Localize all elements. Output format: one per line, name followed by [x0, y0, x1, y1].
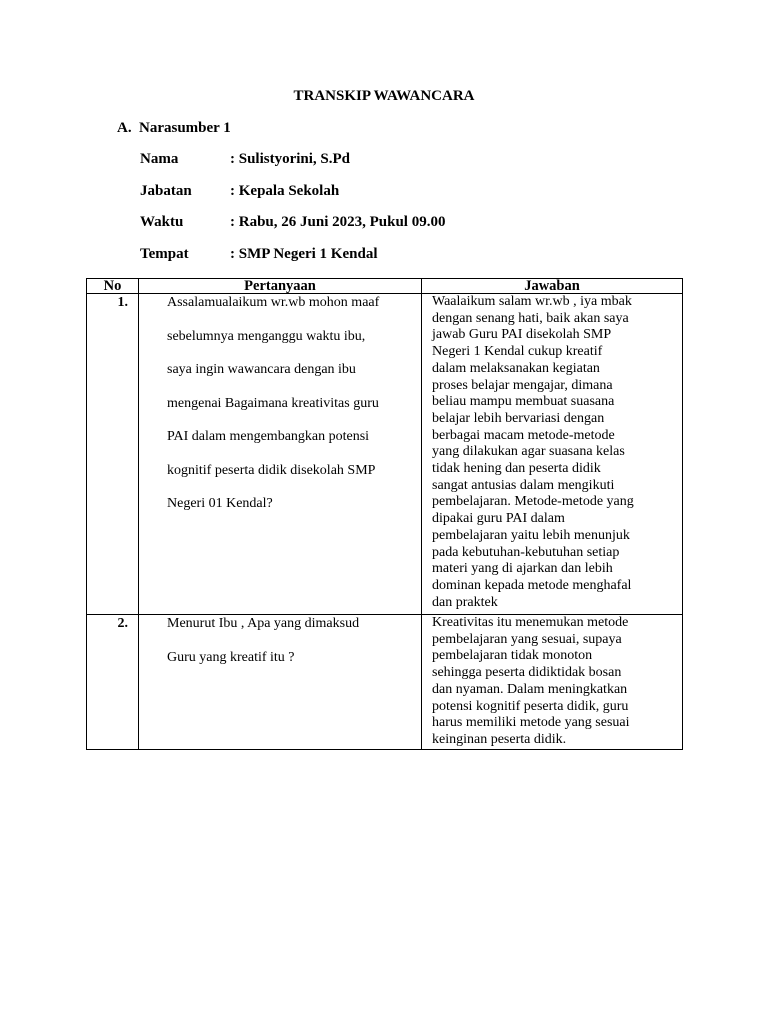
document-title: TRANSKIP WAWANCARA — [293, 88, 475, 104]
info-row-nama — [140, 150, 445, 182]
table-header-row — [87, 279, 683, 294]
question-cell — [139, 294, 422, 615]
question-line: Guru yang kreatif itu ? — [167, 649, 295, 665]
section-letter: A. — [117, 120, 132, 136]
table-row — [87, 294, 683, 615]
row-number: 1. — [87, 294, 139, 615]
info-value: : Kepala Sekolah — [230, 182, 340, 199]
section-heading — [117, 119, 231, 137]
info-row-tempat — [140, 245, 445, 277]
interview-table — [86, 278, 683, 750]
question-line: mengenai Bagaimana kreativitas guru — [167, 395, 379, 411]
informant-info — [140, 150, 445, 276]
info-value: : Sulistyorini, S.Pd — [230, 151, 351, 167]
info-row-jabatan — [140, 182, 445, 214]
info-row-waktu — [140, 213, 445, 245]
info-value: : Rabu, 26 Juni 2023, Pukul 09.00 — [230, 214, 446, 230]
info-label: Jabatan — [140, 182, 192, 199]
info-label: Waktu — [140, 214, 184, 230]
header-no: No — [87, 279, 139, 294]
question-cell — [139, 615, 422, 750]
table-row — [87, 615, 683, 750]
info-label: Tempat — [140, 245, 189, 262]
info-value: : SMP Negeri 1 Kendal — [230, 245, 378, 262]
header-pertanyaan: Pertanyaan — [139, 279, 422, 294]
section-label: Narasumber 1 — [139, 120, 231, 136]
header-jawaban: Jawaban — [422, 279, 683, 294]
question-line: Menurut Ibu , Apa yang dimaksud — [167, 616, 360, 631]
question-line: sebelumnya menganggu waktu ibu, — [167, 328, 366, 344]
question-line: saya ingin wawancara dengan ibu — [167, 362, 356, 377]
row-number: 2. — [87, 615, 139, 750]
info-label: Nama — [140, 151, 179, 167]
question-line: Negeri 01 Kendal? — [167, 496, 273, 511]
answer-cell: Waalaikum salam wr.wb , iya mbak dengan senang hati, baik akan saya jawab Guru PAI disekolah SMP Negeri 1 Kendal cukup kreatif dalam melaksanakan kegiatan proses belajar mengajar, dimana beliau mampu membuat suasana belajar lebih bervariasi dengan berbagai macam metode-metode yang dilakukan agar suasana kelas tidak hening dan peserta didik sangat antusias dalam mengikuti pembelajaran. Metode-metode yang dipakai guru PAI dalam pembelajaran yaitu lebih menunjuk pada kebutuhan-kebutuhan setiap materi yang di ajarkan dan lebih dominan kepada metode menghafal dan praktek — [422, 294, 683, 615]
question-line: PAI dalam mengembangkan potensi — [167, 429, 370, 444]
answer-cell: Kreativitas itu menemukan metode pembelajaran yang sesuai, supaya pembelajaran tidak monoton sehingga peserta didiktidak bosan dan nyaman. Dalam meningkatkan potensi kognitif peserta didik, guru harus memiliki metode yang sesuai keinginan peserta didik. — [422, 615, 683, 750]
question-line: Assalamualaikum wr.wb mohon maaf — [167, 295, 380, 310]
question-line: kognitif peserta didik disekolah SMP — [167, 462, 376, 478]
